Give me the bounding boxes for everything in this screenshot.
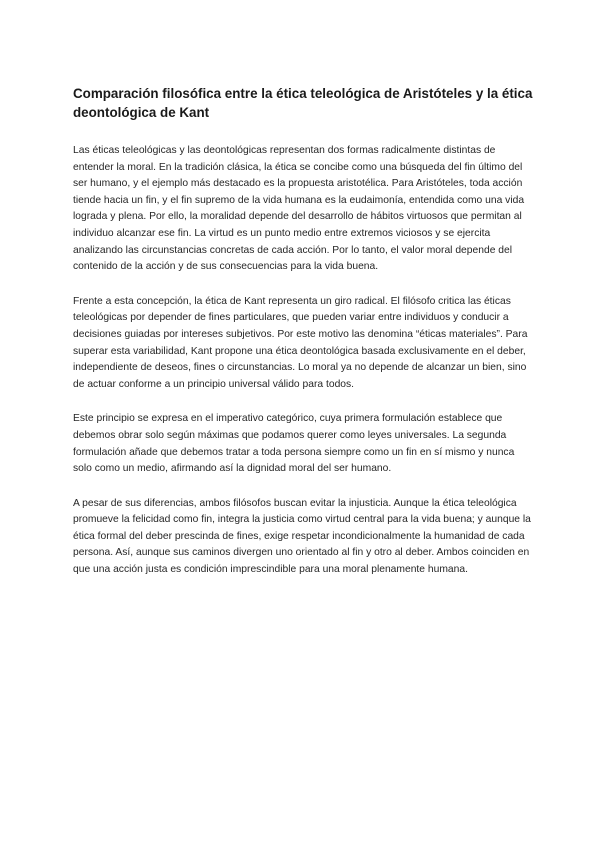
paragraph-kant: Frente a esta concepción, la ética de Kant representa un giro radical. El filósofo critica las éticas teleológicas por depender de fines particulares, que pueden variar entre individuos y conducir a decisiones guiadas por intereses subjetivos. Por este motivo las denomina “éticas materiales”. Para superar esta variabilidad, Kant propone una ética deontológica basada exclusivamente en el deber, independiente de deseos, fines o circunstancias. Lo moral ya no depende de alcanzar un bien, sino de actuar conforme a un principio universal válido para todos. <box>73 295 528 390</box>
document-body <box>73 84 535 597</box>
paragraph-conclusion: A pesar de sus diferencias, ambos filósofos buscan evitar la injusticia. Aunque la ética teleológica promueve la felicidad como fin, integra la justicia como virtud central para la vida buena; y aunque la ética formal del deber prescinda de fines, exige respetar incondicionalmente la humanidad de cada persona. Así, aunque sus caminos divergen uno orientado al fin y otro al deber. Ambos coinciden en que una acción justa es condición imprescindible para una moral plenamente humana. <box>73 497 531 576</box>
paragraph-intro: Las éticas teleológicas y las deontológicas representan dos formas radicalmente distintas de entender la moral. En la tradición clásica, la ética se concibe como una búsqueda del fin último del ser humano, y el ejemplo más destacado es la propuesta aristotélica. Para Aristóteles, toda acción tiende hacia un fin, y el fin supremo de la vida humana es la eudaimonía, entendida como una vida lograda y plena. Por ello, la moralidad depende del desarrollo de hábitos virtuosos que permitan al individuo alcanzar ese fin. La virtud es un punto medio entre extremos viciosos y se ejercita analizando las circunstancias concretas de cada acción. Por lo tanto, el valor moral depende del contenido de la acción y de sus consecuencias para la vida buena. <box>73 145 525 273</box>
document-title: Comparación filosófica entre la ética teleológica de Aristóteles y la ética deontológica de Kant <box>73 86 533 120</box>
paragraph-imperative: Este principio se expresa en el imperativo categórico, cuya primera formulación establece que debemos obrar solo según máximas que podamos querer como leyes universales. La segunda formulación añade que debemos tratar a toda persona siempre como un fin en sí mismo y nunca solo como un medio, afirmando así la dignidad moral del ser humano. <box>73 413 515 475</box>
